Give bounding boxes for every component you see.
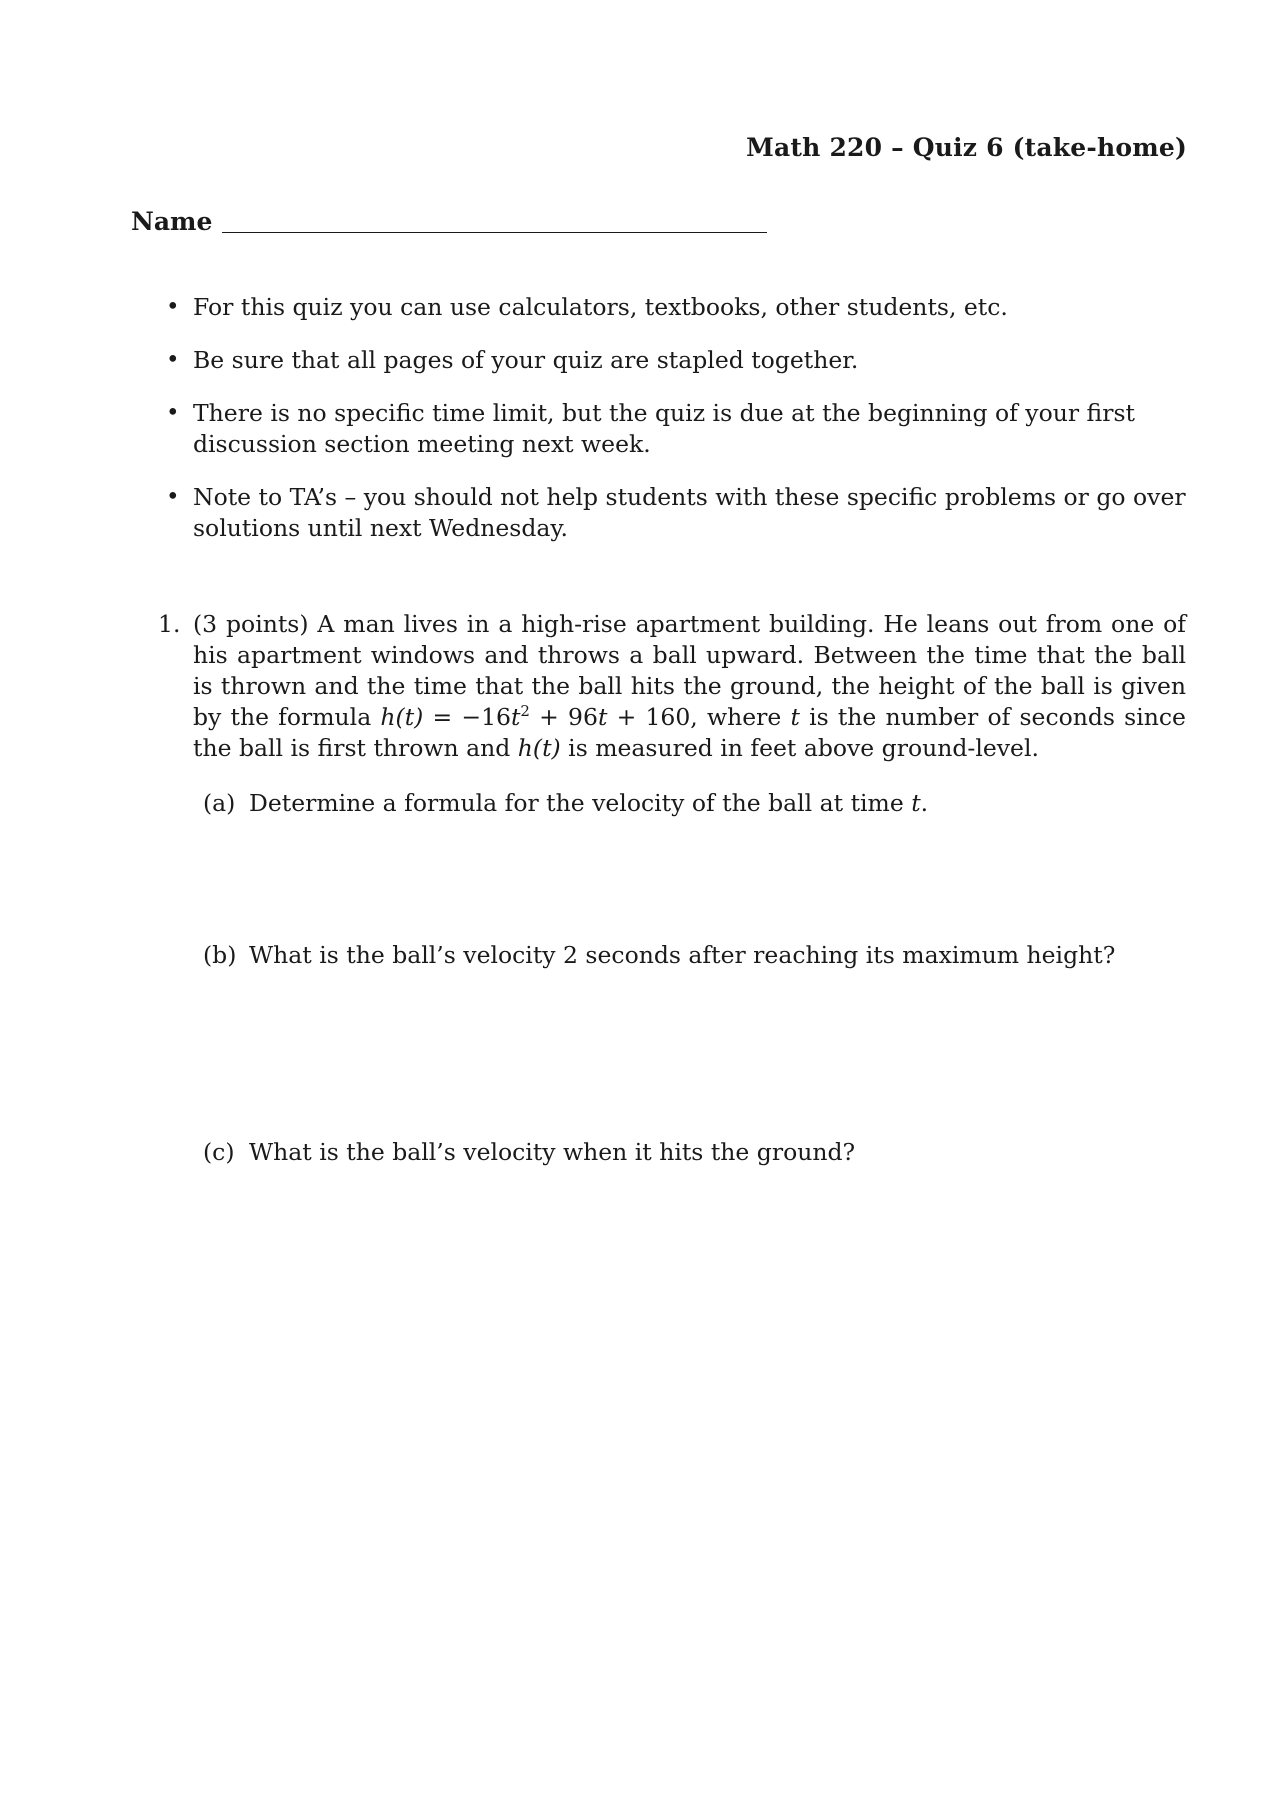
problem-1 xyxy=(158,609,1186,764)
part-text: Determine a formula for the velocity of the ball at time xyxy=(249,789,912,817)
formula-lhs: h(t) xyxy=(380,703,424,731)
instruction-text: For this quiz you can use calculators, textbooks, other students, etc. xyxy=(193,293,1008,321)
bullet-icon: • xyxy=(166,400,180,426)
problem-1-statement xyxy=(158,609,1186,764)
formula-h: h(t) xyxy=(517,734,561,762)
bullet-icon: • xyxy=(166,347,180,373)
name-blank-line xyxy=(222,232,767,233)
instruction-item xyxy=(166,482,1186,544)
problem-text-part2: is the number of seconds since the ball is first thrown and xyxy=(193,703,1186,762)
bullet-icon: • xyxy=(166,294,180,320)
part-label: (a) xyxy=(203,789,236,817)
instruction-text: Note to TA’s – you should not help students with these specific problems or go over solutions until next Wednesday. xyxy=(193,483,1186,542)
formula-eq: = −16 xyxy=(423,703,511,731)
instructions-list xyxy=(166,292,1186,566)
var-t: t xyxy=(790,703,800,731)
problem-1-part-b xyxy=(203,940,1115,971)
name-label: Name xyxy=(131,207,213,236)
instruction-text: Be sure that all pages of your quiz are stapled together. xyxy=(193,346,859,374)
formula-var-t2: t xyxy=(597,703,608,731)
part-text: What is the ball’s velocity 2 seconds after reaching its maximum height? xyxy=(249,941,1116,969)
part-text: What is the ball’s velocity when it hits the ground? xyxy=(249,1138,856,1166)
quiz-title: Math 220 – Quiz 6 (take-home) xyxy=(746,133,1187,162)
problem-1-part-a xyxy=(203,788,928,819)
bullet-icon: • xyxy=(166,484,180,510)
instruction-text: There is no specific time limit, but the quiz is due at the beginning of your first discussion section meeting next week. xyxy=(193,399,1135,458)
part-label: (b) xyxy=(203,941,237,969)
problem-text-part3: is measured in feet above ground-level. xyxy=(560,734,1039,762)
formula-rest2: + 160, where xyxy=(607,703,791,731)
part-end: . xyxy=(920,789,929,817)
problem-number: 1. xyxy=(158,610,181,638)
instruction-item xyxy=(166,345,1186,376)
part-var: t xyxy=(911,789,921,817)
formula-exponent: 2 xyxy=(520,702,530,720)
part-label: (c) xyxy=(203,1138,235,1166)
problem-1-part-c xyxy=(203,1137,855,1168)
name-field-row xyxy=(131,207,767,236)
problem-text-part1: (3 points) A man lives in a high-rise apartment building. He leans out from one of his apartment windows and throws a ball upward. Between the time that the ball is thrown and the time that the ball hits the ground, the height of the ball is given by the formula xyxy=(193,610,1186,731)
formula-rest1: + 96 xyxy=(529,703,598,731)
formula-var-t: t xyxy=(510,703,521,731)
instruction-item xyxy=(166,398,1186,460)
instruction-item xyxy=(166,292,1186,323)
